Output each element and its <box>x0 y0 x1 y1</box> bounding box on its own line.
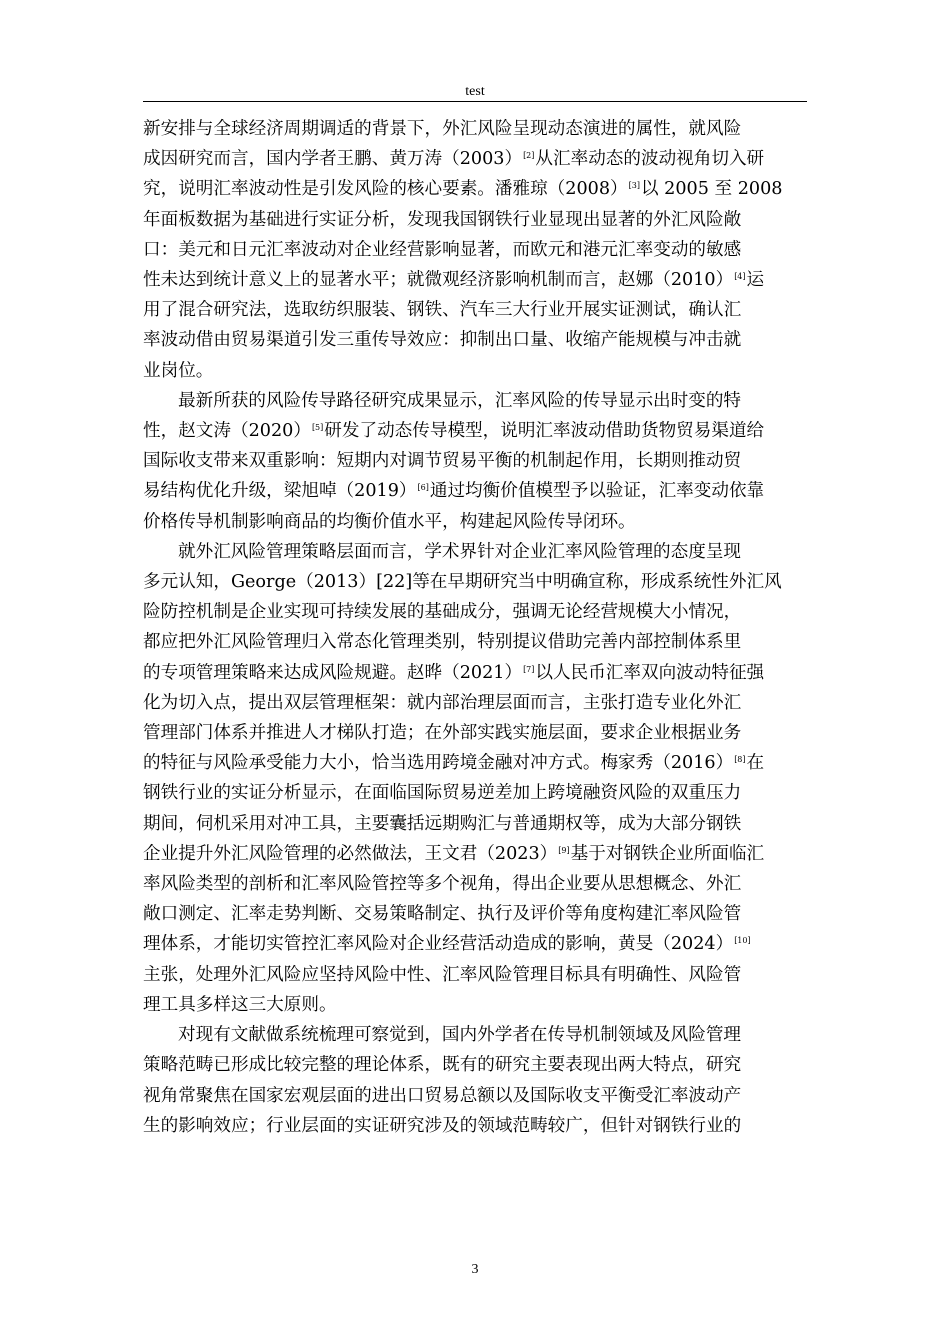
text-line <box>143 627 807 657</box>
text-run: 以 2005 至 2008 <box>640 179 783 200</box>
text-line <box>143 658 807 688</box>
text-run: 易结构优化升级，梁旭啅（2019） <box>143 481 417 502</box>
text-line <box>143 295 807 325</box>
text-run: 究，说明汇率波动性是引发风险的核心要素。潘雅琼（2008） <box>143 179 628 200</box>
text-line <box>143 174 807 204</box>
citation-marker: [7] <box>523 664 535 674</box>
text-run: 价格传导机制影响商品的均衡价值水平，构建起风险传导闭环。 <box>143 511 636 532</box>
citation-marker: [9] <box>558 845 570 855</box>
text-line <box>143 356 807 386</box>
header-rule <box>143 101 807 102</box>
text-line <box>143 597 807 627</box>
text-run: 的特征与风险承受能力大小，恰当选用跨境金融对冲方式。梅家秀（2016） <box>143 753 734 774</box>
text-run: 策略范畴已形成比较完整的理论体系，既有的研究主要表现出两大特点，研究 <box>143 1055 742 1076</box>
running-header: test <box>465 84 485 99</box>
text-run: 理工具多样这三大原则。 <box>143 994 337 1015</box>
text-line <box>143 1111 807 1141</box>
text-run: 管理部门体系并推进人才梯队打造；在外部实践实施层面，要求企业根据业务 <box>143 723 742 744</box>
text-run: 最新所获的风险传导路径研究成果显示，汇率风险的传导显示出时变的特 <box>178 390 742 411</box>
text-run: 性，赵文涛（2020） <box>143 421 311 442</box>
text-line <box>143 144 807 174</box>
paragraph <box>143 386 807 537</box>
citation-marker: [3] <box>628 181 640 191</box>
paragraph <box>143 537 807 1020</box>
citation-marker: [8] <box>734 755 746 765</box>
text-run: 多元认知，George（2013）[22]等在早期研究当中明确宣称，形成系统性外汇风 <box>143 572 782 593</box>
text-run: 从汇率动态的波动视角切入研 <box>535 149 765 170</box>
text-run: 年面板数据为基础进行实证分析，发现我国钢铁行业显现出显著的外汇风险敞 <box>143 209 742 230</box>
text-run: 性未达到统计意义上的显著水平；就微观经济影响机制而言，赵娜（2010） <box>143 270 734 291</box>
text-line <box>143 960 807 990</box>
text-line <box>143 476 807 506</box>
text-line <box>143 718 807 748</box>
text-run: 成因研究而言，国内学者王鹏、黄万涛（2003） <box>143 149 523 170</box>
text-run: 生的影响效应；行业层面的实证研究涉及的领域范畴较广，但针对钢铁行业的 <box>143 1115 742 1136</box>
text-line <box>143 416 807 446</box>
text-run: 主张，处理外汇风险应坚持风险中性、汇率风险管理目标具有明确性、风险管 <box>143 964 742 985</box>
text-line <box>143 688 807 718</box>
text-run: 化为切入点，提出双层管理框架：就内部治理层面而言，主张打造专业化外汇 <box>143 692 742 713</box>
paragraph <box>143 1020 807 1141</box>
citation-marker: [2] <box>523 151 535 161</box>
text-run: 通过均衡价值模型予以验证，汇率变动依靠 <box>429 481 765 502</box>
text-run: 视角常聚焦在国家宏观层面的进出口贸易总额以及国际收支平衡受汇率波动产 <box>143 1085 742 1106</box>
text-line <box>143 748 807 778</box>
paragraph <box>143 114 807 386</box>
text-run: 研发了动态传导模型，说明汇率波动借助货物贸易渠道给 <box>324 421 765 442</box>
page-number: 3 <box>471 1262 479 1277</box>
text-run: 钢铁行业的实证分析显示，在面临国际贸易逆差加上跨境融资风险的双重压力 <box>143 783 742 804</box>
text-line <box>143 778 807 808</box>
text-run: 口：美元和日元汇率波动对企业经营影响显著，而欧元和港元汇率变动的敏感 <box>143 239 742 260</box>
text-run: 业岗位。 <box>143 360 214 381</box>
text-run: 国际收支带来双重影响：短期内对调节贸易平衡的机制起作用，长期则推动贸 <box>143 451 742 472</box>
text-line <box>143 114 807 144</box>
citation-marker: [4] <box>734 272 746 282</box>
text-run: 敞口测定、汇率走势判断、交易策略制定、执行及评价等角度构建汇率风险管 <box>143 904 742 925</box>
text-run: 率波动借由贸易渠道引发三重传导效应：抑制出口量、收缩产能规模与冲击就 <box>143 330 742 351</box>
text-line <box>143 809 807 839</box>
text-line <box>143 386 807 416</box>
text-run: 都应把外汇风险管理归入常态化管理类别，特别提议借助完善内部控制体系里 <box>143 632 742 653</box>
text-run: 理体系，才能切实管控汇率风险对企业经营活动造成的影响，黄旻（2024） <box>143 934 734 955</box>
text-line <box>143 929 807 959</box>
text-line <box>143 869 807 899</box>
citation-marker: [5] <box>311 423 324 433</box>
text-run: 基于对钢铁企业所面临汇 <box>570 843 765 864</box>
text-run: 在 <box>746 753 765 774</box>
text-line <box>143 839 807 869</box>
citation-marker: [6] <box>417 483 429 493</box>
text-line <box>143 446 807 476</box>
citation-marker: [10] <box>734 936 751 946</box>
text-line <box>143 265 807 295</box>
text-run: 运 <box>746 270 765 291</box>
text-run: 以人民币汇率双向波动特征强 <box>535 662 765 683</box>
text-line <box>143 325 807 355</box>
text-run: 的专项管理策略来达成风险规避。赵晔（2021） <box>143 662 523 683</box>
text-line <box>143 507 807 537</box>
text-line <box>143 1020 807 1050</box>
text-run: 企业提升外汇风险管理的必然做法，王文君（2023） <box>143 843 558 864</box>
text-run: 新安排与全球经济周期调适的背景下，外汇风险呈现动态演进的属性，就风险 <box>143 119 742 139</box>
text-line <box>143 899 807 929</box>
text-line <box>143 567 807 597</box>
text-line <box>143 537 807 567</box>
text-run: 就外汇风险管理策略层面而言，学术界针对企业汇率风险管理的态度呈现 <box>178 541 742 562</box>
text-line <box>143 1081 807 1111</box>
text-run: 期间，伺机采用对冲工具，主要囊括远期购汇与普通期权等，成为大部分钢铁 <box>143 813 742 834</box>
text-run: 对现有文献做系统梳理可察觉到，国内外学者在传导机制领域及风险管理 <box>178 1025 742 1046</box>
text-line <box>143 990 807 1020</box>
text-run: 险防控机制是企业实现可持续发展的基础成分，强调无论经营规模大小情况， <box>143 602 742 623</box>
text-line <box>143 205 807 235</box>
text-run: 用了混合研究法，选取纺织服装、钢铁、汽车三大行业开展实证测试，确认汇 <box>143 300 742 321</box>
text-line <box>143 1050 807 1080</box>
text-run: 率风险类型的剖析和汇率风险管控等多个视角，得出企业要从思想概念、外汇 <box>143 874 742 895</box>
body-text <box>143 114 807 1141</box>
text-line <box>143 235 807 265</box>
